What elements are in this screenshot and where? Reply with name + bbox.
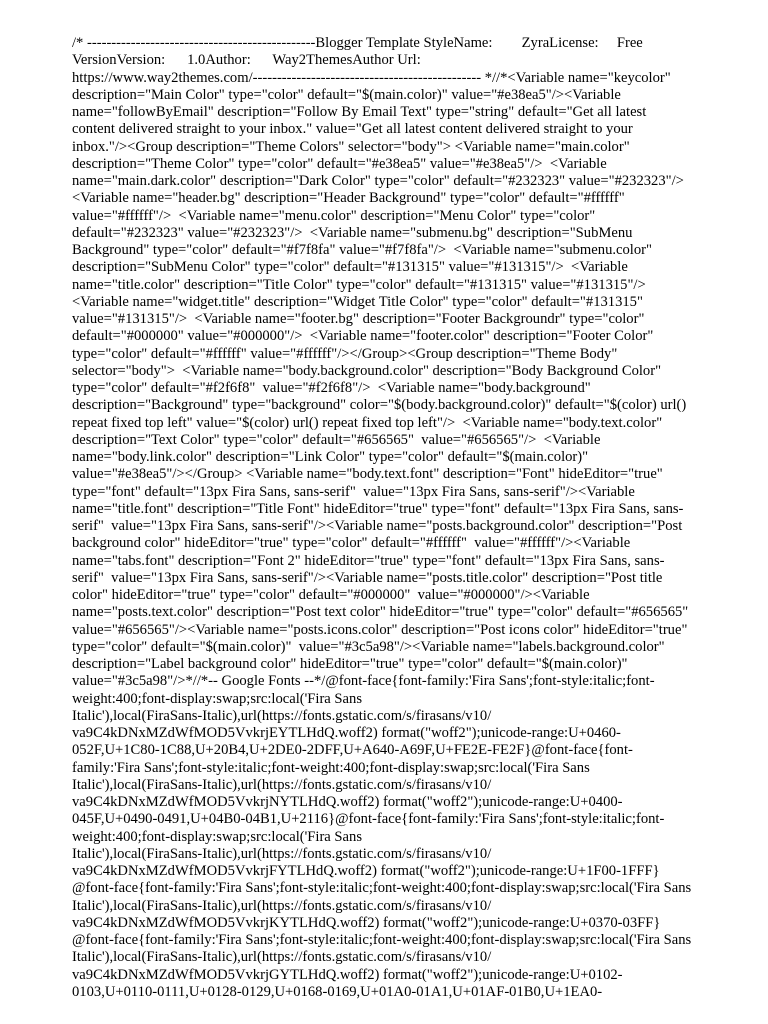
text-line: type="color" default="#ffffff" value="#ffffff"/></Group><Group description="Theme Body" [72,345,618,362]
text-line: 0103,U+0110-0111,U+0128-0129,U+0168-0169,U+01A0-01A1,U+01AF-01B0,U+1EA0- [72,983,603,1000]
text-line: description="Theme Color" type="color" default="#e38ea5" value="#e38ea5"/> <Variable [72,155,607,172]
text-line: serif" value="13px Fira Sans, sans-serif"/><Variable name="posts.title.color" description="Post title [72,569,663,586]
text-line: va9C4kDNxMZdWfMOD5VvkrjEYTLHdQ.woff2) format("woff2");unicode-range:U+0460- [72,725,621,741]
text-line: default="#232323" value="#232323"/> <Variable name="submenu.bg" description="SubMenu [72,224,633,241]
text-line: background color" hideEditor="true" type="color" default="#ffffff" value="#ffffff"/><Variable [72,535,631,552]
text-line: Background" type="color" default="#f7f8fa" value="#f7f8fa"/> <Variable name="submenu.color" [72,242,652,258]
text-line: inbox."/><Group description="Theme Colors" selector="body"> <Variable name="main.color" [72,138,630,155]
text-line: value="#656565"/><Variable name="posts.icons.color" description="Post icons color" hideEditor="true" [72,621,688,638]
text-line: va9C4kDNxMZdWfMOD5VvkrjFYTLHdQ.woff2) format("woff2");unicode-range:U+1F00-1FFF} [72,863,660,879]
text-line: va9C4kDNxMZdWfMOD5VvkrjNYTLHdQ.woff2) format("woff2");unicode-range:U+0400- [72,794,623,810]
text-line: description="Label background color" hideEditor="true" type="color" default="$(main.color)" [72,656,628,672]
text-line: value="#3c5a98"/>*//*-- Google Fonts --*/@font-face{font-family:'Fira Sans';font-style:italic;font- [72,673,655,690]
text-line: <Variable name="header.bg" description="Header Background" type="color" default="#ffffff" [72,190,625,207]
text-line: value="#e38ea5"/></Group> <Variable name="body.text.font" description="Font" hideEditor="true" [72,466,663,483]
text-line: serif" value="13px Fira Sans, sans-serif"/><Variable name="posts.background.color" description="Post [72,518,683,534]
text-line: name="body.link.color" description="Link Color" type="color" default="$(main.color)" [72,449,589,465]
text-line: VersionVersion: 1.0Author: Way2ThemesAuthor Url: [72,52,421,69]
text-line: Italic'),local(FiraSans-Italic),url(https://fonts.gstatic.com/s/firasans/v10/ [72,707,492,724]
text-line: Italic'),local(FiraSans-Italic),url(https://fonts.gstatic.com/s/firasans/v10/ [72,776,492,793]
text-line: description="Background" type="background" color="$(body.background.color)" default="$(color) url() [72,397,687,414]
text-line: name="tabs.font" description="Font 2" hideEditor="true" type="font" default="13px Fira Sans, sans- [72,552,665,569]
text-line: type="color" default="$(main.color)" value="#3c5a98"/><Variable name="labels.background.color" [72,638,665,655]
text-line: <Variable name="widget.title" description="Widget Title Color" type="color" default="#131315" [72,293,643,310]
text-line: 045F,U+0490-0491,U+04B0-04B1,U+2116}@font-face{font-family:'Fira Sans';font-style:italic;font- [72,811,665,828]
text-line: va9C4kDNxMZdWfMOD5VvkrjGYTLHdQ.woff2) format("woff2");unicode-range:U+0102- [72,966,623,983]
text-line: @font-face{font-family:'Fira Sans';font-style:italic;font-weight:400;font-display:swap;src:local('Fira Sans [72,880,692,897]
text-line: va9C4kDNxMZdWfMOD5VvkrjKYTLHdQ.woff2) format("woff2");unicode-range:U+0370-03FF} [72,914,661,931]
text-line: repeat fixed top left" value="$(color) url() repeat fixed top left"/> <Variable name="body.text.color" [72,414,663,431]
text-line: name="posts.text.color" description="Post text color" hideEditor="true" type="color" default="#656565" [72,604,689,621]
text-line: weight:400;font-display:swap;src:local('Fira Sans [72,828,362,845]
text-line: name="title.color" description="Title Color" type="color" default="#131315" value="#131315"/> [72,276,646,293]
text-line: 052F,U+1C80-1C88,U+20B4,U+2DE0-2DFF,U+A640-A69F,U+FE2E-FE2F}@font-face{font- [72,742,633,759]
text-line: value="#131315"/> <Variable name="footer.bg" description="Footer Backgroundr" type="color" [72,311,645,327]
text-line: description="SubMenu Color" type="color" default="#131315" value="#131315"/> <Variable [72,259,628,276]
text-line: description="Text Color" type="color" default="#656565" value="#656565"/> <Variable [72,431,601,448]
text-line: type="font" default="13px Fira Sans, sans-serif" value="13px Fira Sans, sans-serif"/><Variable [72,483,635,500]
text-line: value="#ffffff"/> <Variable name="menu.color" description="Menu Color" type="color" [72,207,596,224]
text-line: Italic'),local(FiraSans-Italic),url(https://fonts.gstatic.com/s/firasans/v10/ [72,845,492,862]
text-line: default="#000000" value="#000000"/> <Variable name="footer.color" description="Footer Color" [72,328,654,345]
text-line: @font-face{font-family:'Fira Sans';font-style:italic;font-weight:400;font-display:swap;src:local('Fira Sans [72,932,692,948]
text-line: name="title.font" description="Title Font" hideEditor="true" type="font" default="13px Fira Sans, sans- [72,500,684,517]
text-line: color" hideEditor="true" type="color" default="#000000" value="#000000"/><Variable [72,587,590,603]
text-line: /* -----------------------------------------------Blogger Template StyleName: ZyraLicense: Free [72,35,643,51]
text-line: https://www.way2themes.com/----------------------------------------------- *//*<Variable name="keycolor" [72,69,671,86]
text-line: type="color" default="#f2f6f8" value="#f2f6f8"/> <Variable name="body.background" [72,380,591,396]
text-line: selector="body"> <Variable name="body.background.color" description="Body Background Color" [72,362,662,379]
document-body [72,35,734,1001]
text-line: name="followByEmail" description="Follow By Email Text" type="string" default="Get all latest [72,104,647,120]
text-line: content delivered straight to your inbox." value="Get all latest content delivered straight to your [72,121,633,138]
text-line: Italic'),local(FiraSans-Italic),url(https://fonts.gstatic.com/s/firasans/v10/ [72,949,492,966]
text-line: family:'Fira Sans';font-style:italic;font-weight:400;font-display:swap;src:local('Fira Sans [72,759,590,776]
text-line: weight:400;font-display:swap;src:local('Fira Sans [72,690,362,707]
text-line: name="main.dark.color" description="Dark Color" type="color" default="#232323" value="#232323"/> [72,173,684,189]
text-line: description="Main Color" type="color" default="$(main.color)" value="#e38ea5"/><Variable [72,86,621,103]
text-line: Italic'),local(FiraSans-Italic),url(https://fonts.gstatic.com/s/firasans/v10/ [72,897,492,914]
